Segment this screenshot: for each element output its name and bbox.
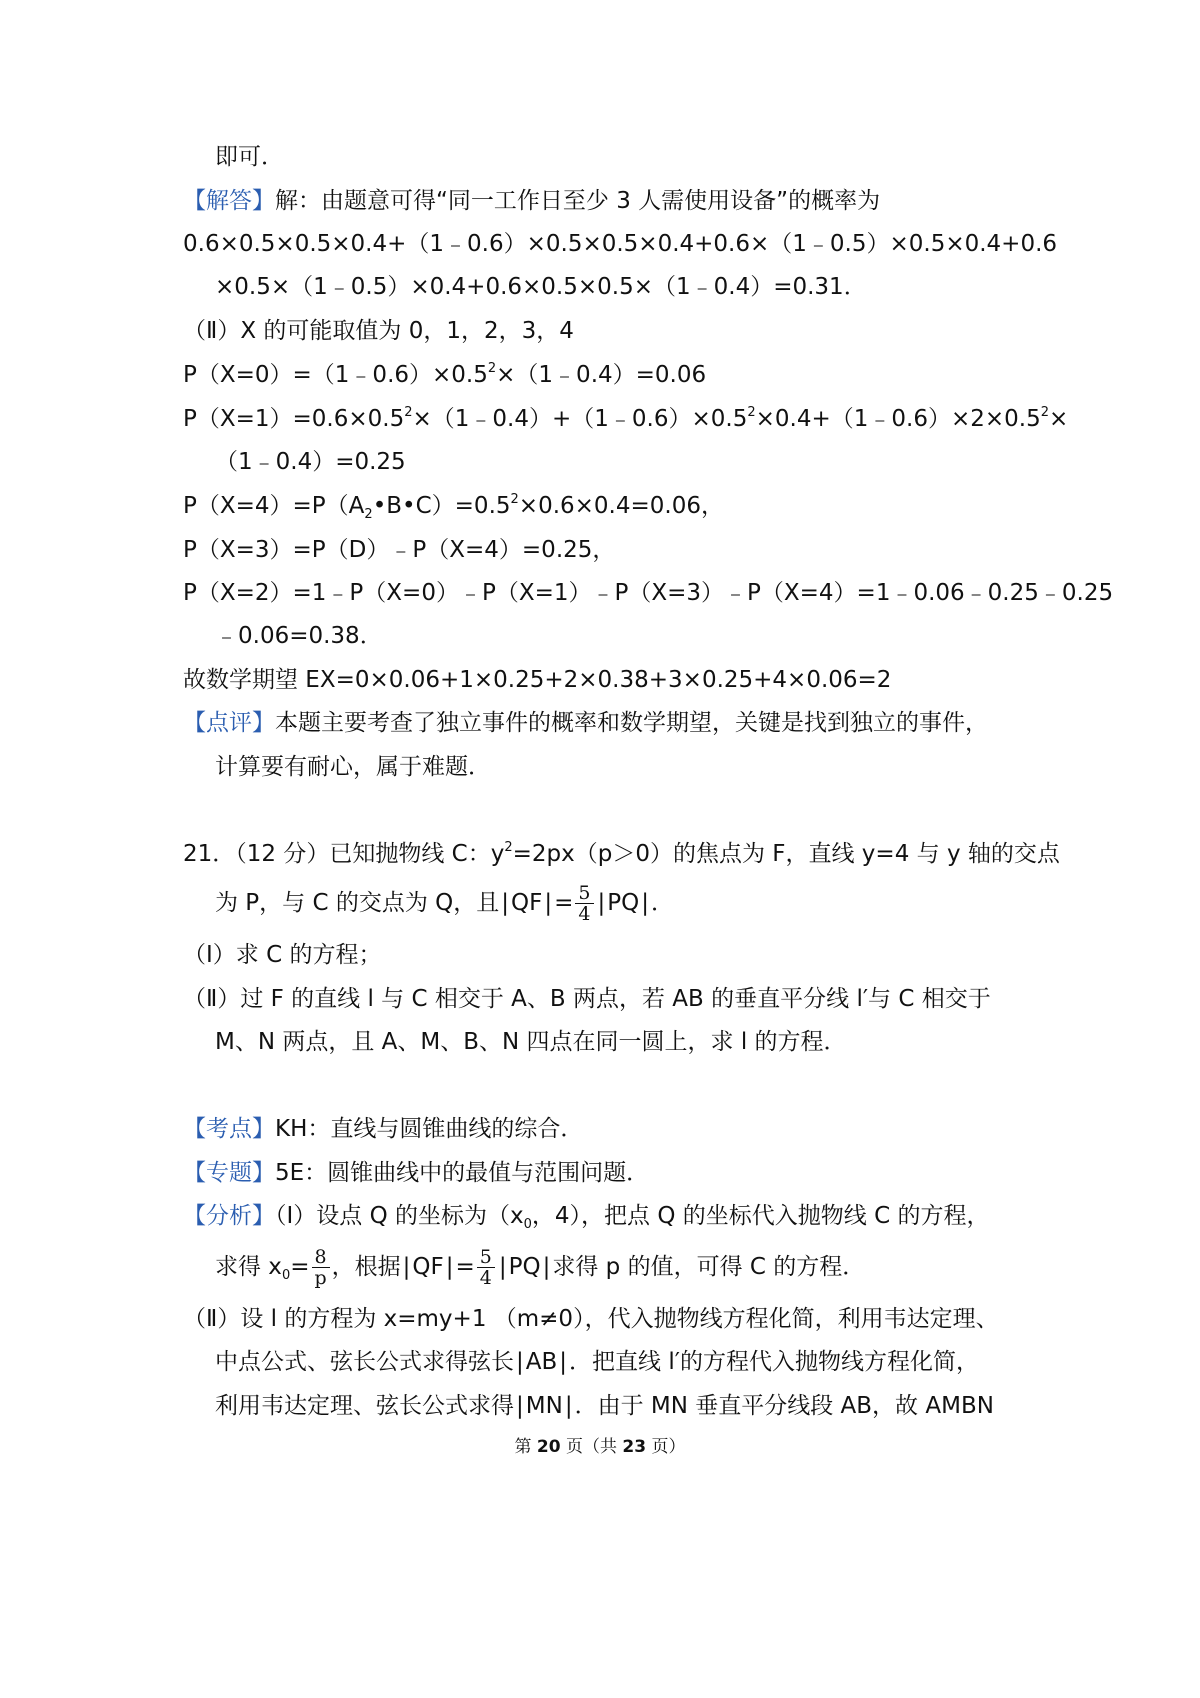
page-number: 20 [536, 1437, 561, 1457]
fraction-5-4: $\frac{5}{4}$ [575, 883, 593, 924]
analysis-line: 【分析】（Ⅰ）设点 Q 的坐标为（$x_0$，4），把点 Q 的坐标代入抛物线 C 的方程， [183, 1203, 990, 1232]
question-part-1: （Ⅰ）求 C 的方程； [183, 942, 382, 968]
question-21-line: 为 P，与 C 的交点为 Q，且|QF|= $\frac{5}{4}$ |PQ|． [215, 882, 674, 925]
formula-line: $P(X=4)=P(A_2•B•C)=0.5^2\times 0.6\times 0.4=0.06$， [183, 492, 724, 522]
analysis-tag: 【分析】 [183, 1203, 275, 1229]
text-line: M、N 两点，且 A、M、B、N 四点在同一圆上，求 l 的方程． [215, 1029, 847, 1055]
formula-line: P（X=2）=1﹣P（X=0）﹣P（X=1）﹣P（X=3）﹣P（X=4）=1﹣0.06﹣0.25﹣0.25 [183, 580, 1114, 606]
formula-line: P（X=3）=P（D）﹣P（X=4）=0.25， [183, 537, 616, 563]
analysis-line: 求得 $x_0=$ $\frac{8}{p}$ ，根据|QF|= $\frac{5}{4}$ |PQ|求得 p 的值，可得 C 的方程． [215, 1246, 866, 1289]
answer-tag: 【解答】 [183, 188, 275, 214]
formula-line: $P(X=1)=0.6\times 0.5^2\times(1﹣0.4)+(1﹣0.6)\times 0.5^2\times 0.4+(1﹣0.6)\times 2\times 0.5^2\times$ [183, 405, 1069, 432]
question-21-line: 21．（12 分）已知抛物线 C：$y^2=2px(p>0)$的焦点为 F，直线 y=4 与 y 轴的交点 [183, 840, 1060, 867]
answer-header-line: 【解答】解：由题意可得“同一工作日至少 3 人需使用设备”的概率为 [183, 188, 881, 214]
comment-line: 【点评】本题主要考查了独立事件的概率和数学期望，关键是找到独立的事件， [183, 710, 988, 736]
formula-line: （1﹣0.4）=0.25 [215, 449, 406, 475]
text-line: （Ⅱ）X 的可能取值为 0，1，2，3，4 [183, 318, 574, 344]
text-line: 即可． [215, 144, 284, 170]
fraction-8-p: $\frac{8}{p}$ [312, 1247, 330, 1288]
comment-tag: 【点评】 [183, 710, 275, 736]
text-line: ×0.5×（1﹣0.5）×0.4+0.6×0.5×0.5×（1﹣0.4）=0.31． [215, 274, 867, 300]
formula-line: $P(X=0)=(1﹣0.6)\times 0.5^2\times(1﹣0.4)=0.06$ [183, 361, 707, 388]
topic-tag: 【专题】 [183, 1160, 275, 1186]
formula-line: ﹣0.06=0.38． [215, 623, 383, 649]
topic-line: 【专题】5E：圆锥曲线中的最值与范围问题． [183, 1160, 650, 1186]
question-part-2: （Ⅱ）过 F 的直线 l 与 C 相交于 A、B 两点，若 AB 的垂直平分线 l′与 C 相交于 [183, 986, 991, 1012]
analysis-line: （Ⅱ）设 l 的方程为 x=my+1 （m≠0），代入抛物线方程化简，利用韦达定理、 [183, 1306, 999, 1332]
page-footer: 第 20 页（共 23 页） [514, 1437, 686, 1457]
knowledge-point-line: 【考点】KH：直线与圆锥曲线的综合． [183, 1116, 584, 1142]
analysis-line: 利用韦达定理、弦长公式求得|MN|．由于 MN 垂直平分线段 AB，故 AMBN [215, 1393, 994, 1419]
knowledge-point-tag: 【考点】 [183, 1116, 275, 1142]
formula-line: 故数学期望 EX=0×0.06+1×0.25+2×0.38+3×0.25+4×0.06=2 [183, 667, 892, 693]
text-line: 计算要有耐心，属于难题． [215, 754, 491, 780]
analysis-line: 中点公式、弦长公式求得弦长|AB|．把直线 l′的方程代入抛物线方程化简， [215, 1349, 979, 1375]
page-total: 23 [622, 1437, 647, 1457]
fraction-5-4: $\frac{5}{4}$ [477, 1247, 495, 1288]
text-line: 0.6×0.5×0.5×0.4+（1﹣0.6）×0.5×0.5×0.4+0.6×（1﹣0.5）×0.5×0.4+0.6 [183, 231, 1058, 257]
